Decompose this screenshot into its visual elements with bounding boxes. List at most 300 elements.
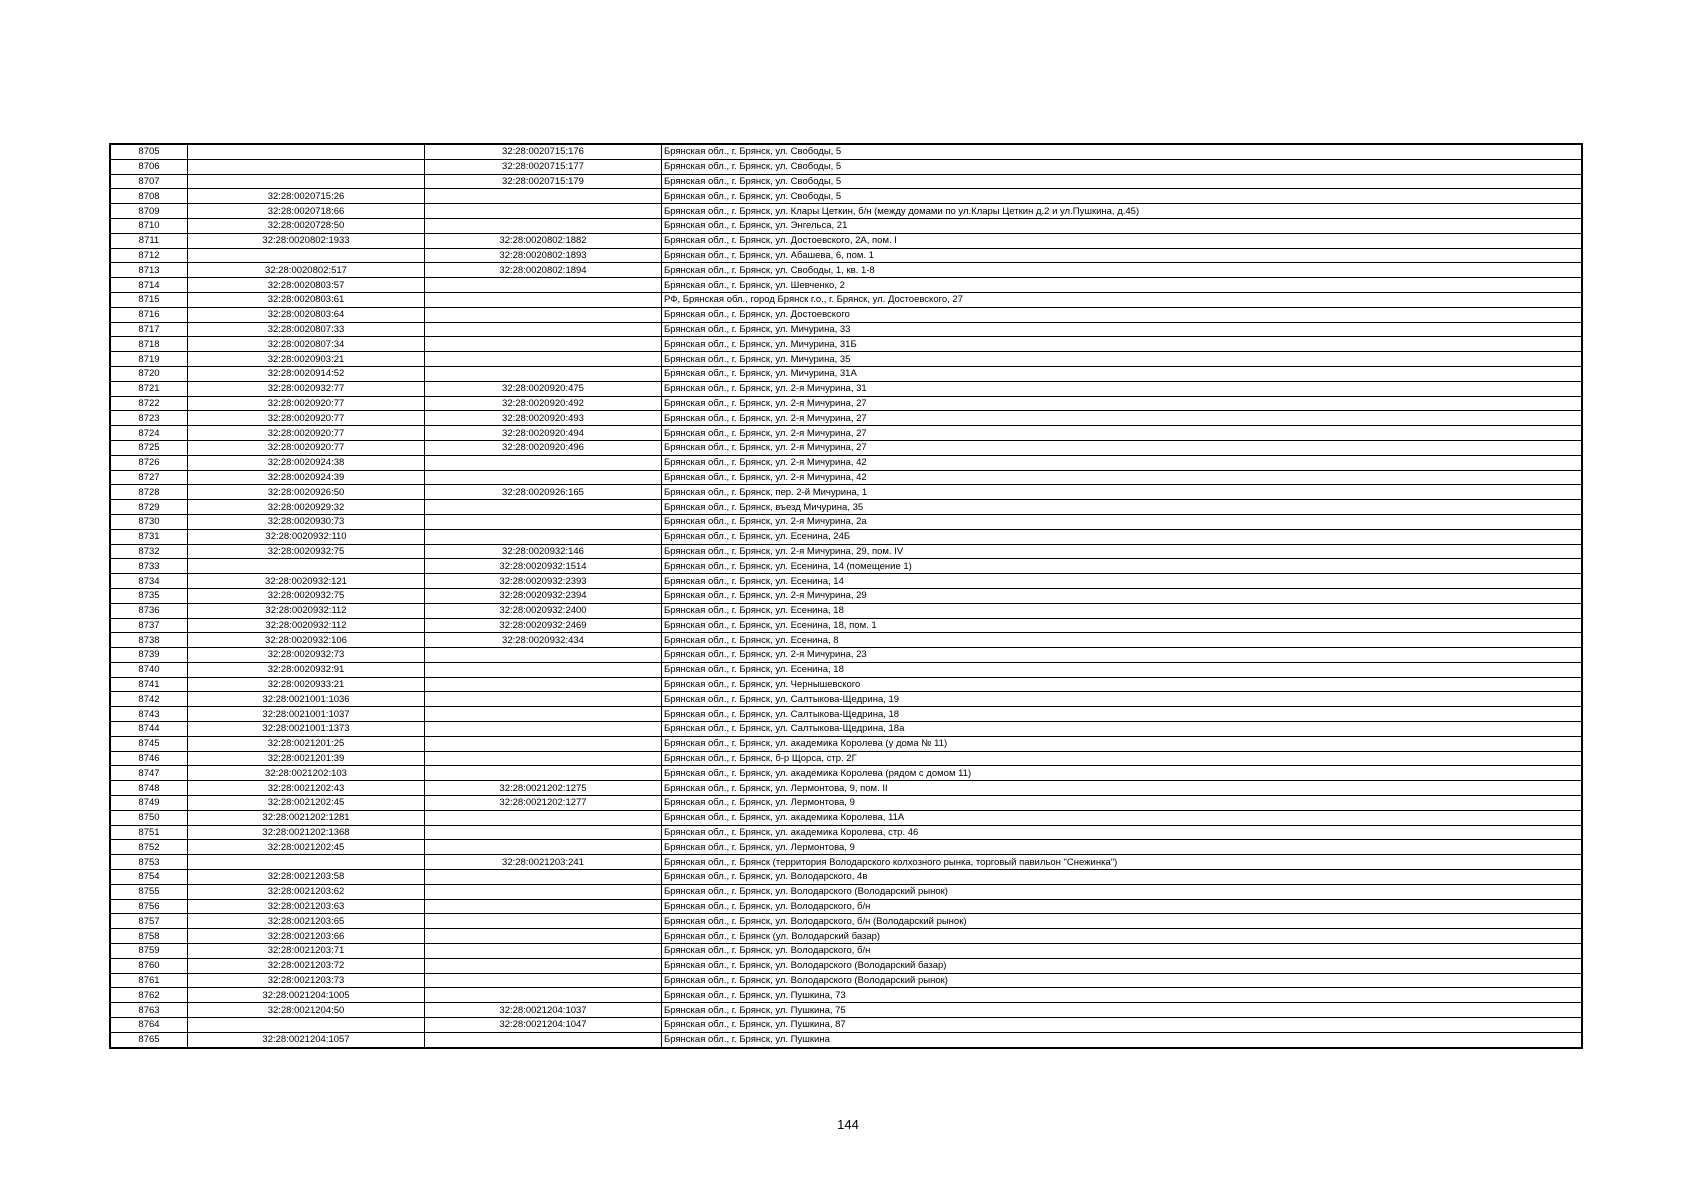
row-number: 8725	[110, 440, 188, 455]
table-row	[110, 884, 1582, 899]
cadastral-number-land: 32:28:0020802:517	[188, 263, 425, 278]
cadastral-number-land: 32:28:0021203:72	[188, 958, 425, 973]
table-row	[110, 366, 1582, 381]
table-row	[110, 648, 1582, 663]
cadastral-number-land: 32:28:0020926:50	[188, 485, 425, 500]
address: Брянская обл., г. Брянск, ул. 2-я Мичурина, 23	[662, 648, 1583, 663]
cadastral-number-object: 32:28:0020715:177	[425, 159, 662, 174]
address: Брянская обл., г. Брянск, ул. Есенина, 14 (помещение 1)	[662, 559, 1583, 574]
table-row	[110, 514, 1582, 529]
cadastral-number-object: 32:28:0020932:2400	[425, 603, 662, 618]
row-number: 8748	[110, 781, 188, 796]
cadastral-number-object	[425, 500, 662, 515]
row-number: 8731	[110, 529, 188, 544]
cadastral-number-object: 32:28:0021202:1277	[425, 796, 662, 811]
table-row	[110, 766, 1582, 781]
cadastral-number-land: 32:28:0021203:65	[188, 914, 425, 929]
cadastral-number-object: 32:28:0021204:1047	[425, 1018, 662, 1033]
row-number: 8747	[110, 766, 188, 781]
row-number: 8720	[110, 366, 188, 381]
cadastral-number-land: 32:28:0021001:1037	[188, 707, 425, 722]
cadastral-number-land: 32:28:0021201:39	[188, 751, 425, 766]
table-row	[110, 322, 1582, 337]
cadastral-number-object	[425, 988, 662, 1003]
cadastral-number-object	[425, 870, 662, 885]
page-number: 144	[837, 1117, 859, 1132]
cadastral-number-object	[425, 825, 662, 840]
cadastral-number-object: 32:28:0021204:1037	[425, 1003, 662, 1018]
cadastral-number-land: 32:28:0021203:66	[188, 929, 425, 944]
cadastral-number-land: 32:28:0020929:32	[188, 500, 425, 515]
row-number: 8738	[110, 633, 188, 648]
cadastral-number-land: 32:28:0021204:1057	[188, 1032, 425, 1047]
cadastral-number-object: 32:28:0020932:2469	[425, 618, 662, 633]
table-row	[110, 944, 1582, 959]
table-row	[110, 574, 1582, 589]
table-row	[110, 381, 1582, 396]
row-number: 8745	[110, 736, 188, 751]
cadastral-number-object	[425, 973, 662, 988]
row-number: 8744	[110, 722, 188, 737]
row-number: 8733	[110, 559, 188, 574]
row-number: 8717	[110, 322, 188, 337]
cadastral-number-land: 32:28:0020932:110	[188, 529, 425, 544]
cadastral-number-land: 32:28:0021202:45	[188, 840, 425, 855]
table-row	[110, 470, 1582, 485]
cadastral-number-object	[425, 292, 662, 307]
cadastral-number-object	[425, 810, 662, 825]
address: Брянская обл., г. Брянск (ул. Володарский базар)	[662, 929, 1583, 944]
address: Брянская обл., г. Брянск, ул. Лермонтова, 9, пом. II	[662, 781, 1583, 796]
cadastral-number-land: 32:28:0020807:33	[188, 322, 425, 337]
cadastral-number-land: 32:28:0020718:66	[188, 204, 425, 219]
cadastral-number-object	[425, 692, 662, 707]
cadastral-number-object	[425, 514, 662, 529]
row-number: 8714	[110, 278, 188, 293]
address: Брянская обл., г. Брянск, ул. Свободы, 5	[662, 159, 1583, 174]
row-number: 8728	[110, 485, 188, 500]
row-number: 8750	[110, 810, 188, 825]
row-number: 8756	[110, 899, 188, 914]
cadastral-number-object	[425, 662, 662, 677]
cadastral-number-land: 32:28:0020932:75	[188, 588, 425, 603]
cadastral-number-land: 32:28:0020802:1933	[188, 233, 425, 248]
table-row	[110, 559, 1582, 574]
address: Брянская обл., г. Брянск, ул. 2-я Мичурина, 29	[662, 588, 1583, 603]
table-row	[110, 855, 1582, 870]
cadastral-number-object	[425, 929, 662, 944]
address: Брянская обл., г. Брянск, ул. академика Королева, 11А	[662, 810, 1583, 825]
cadastral-number-object: 32:28:0020920:493	[425, 411, 662, 426]
row-number: 8722	[110, 396, 188, 411]
row-number: 8707	[110, 174, 188, 189]
cadastral-number-object: 32:28:0020802:1893	[425, 248, 662, 263]
table-row	[110, 455, 1582, 470]
address: Брянская обл., г. Брянск, ул. Шевченко, 2	[662, 278, 1583, 293]
cadastral-number-object	[425, 707, 662, 722]
address: Брянская обл., г. Брянск, ул. Мичурина, 33	[662, 322, 1583, 337]
cadastral-number-land: 32:28:0021202:45	[188, 796, 425, 811]
cadastral-number-object: 32:28:0020802:1882	[425, 233, 662, 248]
row-number: 8709	[110, 204, 188, 219]
address: Брянская обл., г. Брянск, ул. академика Королева, стр. 46	[662, 825, 1583, 840]
row-number: 8732	[110, 544, 188, 559]
cadastral-number-land: 32:28:0020932:121	[188, 574, 425, 589]
table-row	[110, 825, 1582, 840]
row-number: 8713	[110, 263, 188, 278]
address: Брянская обл., г. Брянск, ул. 2-я Мичурина, 42	[662, 455, 1583, 470]
row-number: 8746	[110, 751, 188, 766]
address: Брянская обл., г. Брянск, ул. Пушкина, 75	[662, 1003, 1583, 1018]
table-row	[110, 751, 1582, 766]
cadastral-number-object	[425, 884, 662, 899]
table-row	[110, 929, 1582, 944]
cadastral-number-object: 32:28:0020715:176	[425, 144, 662, 159]
row-number: 8727	[110, 470, 188, 485]
row-number: 8760	[110, 958, 188, 973]
row-number: 8761	[110, 973, 188, 988]
row-number: 8708	[110, 189, 188, 204]
row-number: 8752	[110, 840, 188, 855]
table-row	[110, 840, 1582, 855]
cadastral-number-land: 32:28:0021202:1368	[188, 825, 425, 840]
table-row	[110, 677, 1582, 692]
table-row	[110, 603, 1582, 618]
cadastral-number-object	[425, 899, 662, 914]
cadastral-number-object	[425, 307, 662, 322]
cadastral-number-land: 32:28:0021204:1005	[188, 988, 425, 1003]
address: Брянская обл., г. Брянск, ул. Свободы, 5	[662, 174, 1583, 189]
cadastral-number-land	[188, 1018, 425, 1033]
table-row	[110, 633, 1582, 648]
cadastral-number-land: 32:28:0020728:50	[188, 218, 425, 233]
address: Брянская обл., г. Брянск, въезд Мичурина, 35	[662, 500, 1583, 515]
cadastral-number-land: 32:28:0020924:39	[188, 470, 425, 485]
table-row	[110, 662, 1582, 677]
cadastral-number-land: 32:28:0020920:77	[188, 396, 425, 411]
address: Брянская обл., г. Брянск, ул. Есенина, 18	[662, 603, 1583, 618]
cadastral-number-object: 32:28:0021202:1275	[425, 781, 662, 796]
address: Брянская обл., г. Брянск, ул. Свободы, 1, кв. 1-8	[662, 263, 1583, 278]
cadastral-number-object	[425, 189, 662, 204]
address: Брянская обл., г. Брянск, ул. Салтыкова-Щедрина, 19	[662, 692, 1583, 707]
address: Брянская обл., г. Брянск, ул. Есенина, 18, пом. 1	[662, 618, 1583, 633]
address: Брянская обл., г. Брянск, б-р Щорса, стр. 2Г	[662, 751, 1583, 766]
cadastral-number-land: 32:28:0021202:1281	[188, 810, 425, 825]
cadastral-number-land	[188, 248, 425, 263]
row-number: 8742	[110, 692, 188, 707]
address: Брянская обл., г. Брянск, ул. Есенина, 24Б	[662, 529, 1583, 544]
table-row	[110, 204, 1582, 219]
cadastral-number-land: 32:28:0020932:91	[188, 662, 425, 677]
cadastral-number-object: 32:28:0020932:146	[425, 544, 662, 559]
registry-table-body	[110, 144, 1582, 1048]
cadastral-number-land: 32:28:0021202:103	[188, 766, 425, 781]
cadastral-number-object: 32:28:0020932:1514	[425, 559, 662, 574]
table-row	[110, 618, 1582, 633]
cadastral-number-land: 32:28:0020932:106	[188, 633, 425, 648]
cadastral-number-land	[188, 159, 425, 174]
cadastral-number-object	[425, 204, 662, 219]
table-row	[110, 485, 1582, 500]
cadastral-number-land: 32:28:0021203:63	[188, 899, 425, 914]
address: Брянская обл., г. Брянск, ул. Лермонтова, 9	[662, 796, 1583, 811]
address: Брянская обл., г. Брянск, ул. Володарского, б/н (Володарский рынок)	[662, 914, 1583, 929]
address: Брянская обл., г. Брянск, ул. 2-я Мичурина, 27	[662, 440, 1583, 455]
cadastral-number-land: 32:28:0020914:52	[188, 366, 425, 381]
address: Брянская обл., г. Брянск, ул. Свободы, 5	[662, 144, 1583, 159]
row-number: 8726	[110, 455, 188, 470]
table-row	[110, 988, 1582, 1003]
table-row	[110, 396, 1582, 411]
row-number: 8735	[110, 588, 188, 603]
cadastral-number-object	[425, 648, 662, 663]
row-number: 8739	[110, 648, 188, 663]
address: Брянская обл., г. Брянск, ул. Салтыкова-Щедрина, 18а	[662, 722, 1583, 737]
table-row	[110, 500, 1582, 515]
cadastral-number-land: 32:28:0020932:75	[188, 544, 425, 559]
cadastral-number-object	[425, 722, 662, 737]
address: Брянская обл., г. Брянск, ул. Энгельса, 21	[662, 218, 1583, 233]
table-row	[110, 174, 1582, 189]
cadastral-number-land: 32:28:0021001:1036	[188, 692, 425, 707]
table-row	[110, 544, 1582, 559]
table-row	[110, 144, 1582, 159]
address: Брянская обл., г. Брянск, ул. Мичурина, 31Б	[662, 337, 1583, 352]
address: Брянская обл., г. Брянск, ул. Пушкина	[662, 1032, 1583, 1047]
address: Брянская обл., г. Брянск, ул. Мичурина, 35	[662, 352, 1583, 367]
row-number: 8719	[110, 352, 188, 367]
table-row	[110, 796, 1582, 811]
address: Брянская обл., г. Брянск, ул. Лермонтова, 9	[662, 840, 1583, 855]
table-row	[110, 692, 1582, 707]
cadastral-number-object	[425, 218, 662, 233]
row-number: 8763	[110, 1003, 188, 1018]
cadastral-number-object	[425, 1032, 662, 1047]
cadastral-number-land: 32:28:0020807:34	[188, 337, 425, 352]
row-number: 8764	[110, 1018, 188, 1033]
row-number: 8743	[110, 707, 188, 722]
address: Брянская обл., г. Брянск, ул. Володарского (Володарский рынок)	[662, 884, 1583, 899]
table-row	[110, 159, 1582, 174]
cadastral-number-object	[425, 958, 662, 973]
cadastral-number-land: 32:28:0021203:71	[188, 944, 425, 959]
table-row	[110, 736, 1582, 751]
row-number: 8749	[110, 796, 188, 811]
address: Брянская обл., г. Брянск, ул. Мичурина, 31А	[662, 366, 1583, 381]
address: Брянская обл., г. Брянск, ул. Володарского (Володарский рынок)	[662, 973, 1583, 988]
address: Брянская обл., г. Брянск, ул. 2-я Мичурина, 27	[662, 396, 1583, 411]
row-number: 8737	[110, 618, 188, 633]
cadastral-number-land: 32:28:0021203:62	[188, 884, 425, 899]
cadastral-number-object	[425, 366, 662, 381]
address: Брянская обл., г. Брянск, ул. 2-я Мичурина, 27	[662, 411, 1583, 426]
cadastral-number-object	[425, 529, 662, 544]
address: Брянская обл., г. Брянск, ул. Салтыкова-Щедрина, 18	[662, 707, 1583, 722]
row-number: 8751	[110, 825, 188, 840]
cadastral-number-land: 32:28:0021203:73	[188, 973, 425, 988]
row-number: 8729	[110, 500, 188, 515]
cadastral-number-object: 32:28:0020926:165	[425, 485, 662, 500]
row-number: 8730	[110, 514, 188, 529]
cadastral-number-land: 32:28:0020920:77	[188, 440, 425, 455]
table-row	[110, 337, 1582, 352]
address: Брянская обл., г. Брянск, ул. 2-я Мичурина, 42	[662, 470, 1583, 485]
address: Брянская обл., г. Брянск, ул. Володарского (Володарский базар)	[662, 958, 1583, 973]
cadastral-number-land: 32:28:0021201:25	[188, 736, 425, 751]
cadastral-number-object	[425, 751, 662, 766]
cadastral-number-land: 32:28:0021001:1373	[188, 722, 425, 737]
table-row	[110, 248, 1582, 263]
cadastral-number-object: 32:28:0021203:241	[425, 855, 662, 870]
address: РФ, Брянская обл., город Брянск г.о., г. Брянск, ул. Достоевского, 27	[662, 292, 1583, 307]
cadastral-number-land: 32:28:0021202:43	[188, 781, 425, 796]
address: Брянская обл., г. Брянск, ул. 2-я Мичурина, 27	[662, 426, 1583, 441]
address: Брянская обл., г. Брянск, ул. Есенина, 18	[662, 662, 1583, 677]
cadastral-number-object: 32:28:0020920:494	[425, 426, 662, 441]
address: Брянская обл., г. Брянск, ул. Чернышевского	[662, 677, 1583, 692]
table-row	[110, 1018, 1582, 1033]
cadastral-number-object: 32:28:0020802:1894	[425, 263, 662, 278]
row-number: 8711	[110, 233, 188, 248]
cadastral-number-land: 32:28:0020933:21	[188, 677, 425, 692]
address: Брянская обл., г. Брянск, ул. Володарского, б/н	[662, 944, 1583, 959]
cadastral-number-land: 32:28:0021203:58	[188, 870, 425, 885]
cadastral-number-object	[425, 352, 662, 367]
address: Брянская обл., г. Брянск, ул. Володарского, б/н	[662, 899, 1583, 914]
row-number: 8765	[110, 1032, 188, 1047]
registry-table	[109, 143, 1583, 1049]
cadastral-number-object	[425, 337, 662, 352]
row-number: 8718	[110, 337, 188, 352]
table-row	[110, 426, 1582, 441]
row-number: 8723	[110, 411, 188, 426]
row-number: 8710	[110, 218, 188, 233]
row-number: 8721	[110, 381, 188, 396]
cadastral-number-land: 32:28:0020932:112	[188, 618, 425, 633]
address: Брянская обл., г. Брянск, пер. 2-й Мичурина, 1	[662, 485, 1583, 500]
row-number: 8715	[110, 292, 188, 307]
table-row	[110, 440, 1582, 455]
cadastral-number-land: 32:28:0020932:112	[188, 603, 425, 618]
table-row	[110, 218, 1582, 233]
address: Брянская обл., г. Брянск, ул. Пушкина, 73	[662, 988, 1583, 1003]
table-row	[110, 1003, 1582, 1018]
table-row	[110, 722, 1582, 737]
row-number: 8753	[110, 855, 188, 870]
cadastral-number-land	[188, 174, 425, 189]
cadastral-number-land: 32:28:0021204:50	[188, 1003, 425, 1018]
cadastral-number-land: 32:28:0020930:73	[188, 514, 425, 529]
address: Брянская обл., г. Брянск (территория Володарского колхозного рынка, торговый павильон "Снежинка")	[662, 855, 1583, 870]
address: Брянская обл., г. Брянск, ул. Пушкина, 87	[662, 1018, 1583, 1033]
cadastral-number-object: 32:28:0020920:475	[425, 381, 662, 396]
table-row	[110, 411, 1582, 426]
row-number: 8716	[110, 307, 188, 322]
cadastral-number-land: 32:28:0020920:77	[188, 426, 425, 441]
table-row	[110, 263, 1582, 278]
cadastral-number-land: 32:28:0020932:77	[188, 381, 425, 396]
row-number: 8754	[110, 870, 188, 885]
cadastral-number-object	[425, 278, 662, 293]
row-number: 8759	[110, 944, 188, 959]
cadastral-number-land: 32:28:0020924:38	[188, 455, 425, 470]
table-row	[110, 307, 1582, 322]
cadastral-number-land: 32:28:0020803:57	[188, 278, 425, 293]
cadastral-number-object	[425, 322, 662, 337]
cadastral-number-land	[188, 559, 425, 574]
cadastral-number-land	[188, 144, 425, 159]
table-row	[110, 352, 1582, 367]
table-row	[110, 958, 1582, 973]
cadastral-number-object: 32:28:0020920:492	[425, 396, 662, 411]
table-row	[110, 278, 1582, 293]
table-row	[110, 973, 1582, 988]
address: Брянская обл., г. Брянск, ул. Клары Цеткин, б/н (между домами по ул.Клары Цеткин д.2 и ул.Пушкина, д.45)	[662, 204, 1583, 219]
address: Брянская обл., г. Брянск, ул. 2-я Мичурина, 29, пом. IV	[662, 544, 1583, 559]
row-number: 8755	[110, 884, 188, 899]
cadastral-number-object: 32:28:0020932:2394	[425, 588, 662, 603]
cadastral-number-land	[188, 855, 425, 870]
row-number: 8712	[110, 248, 188, 263]
address: Брянская обл., г. Брянск, ул. Абашева, 6, пом. 1	[662, 248, 1583, 263]
address: Брянская обл., г. Брянск, ул. академика Королева (у дома № 11)	[662, 736, 1583, 751]
cadastral-number-land: 32:28:0020932:73	[188, 648, 425, 663]
cadastral-number-object: 32:28:0020715:179	[425, 174, 662, 189]
cadastral-number-object	[425, 736, 662, 751]
cadastral-number-object: 32:28:0020932:2393	[425, 574, 662, 589]
table-row	[110, 870, 1582, 885]
cadastral-number-object	[425, 914, 662, 929]
address: Брянская обл., г. Брянск, ул. Есенина, 8	[662, 633, 1583, 648]
table-row	[110, 781, 1582, 796]
row-number: 8734	[110, 574, 188, 589]
table-row	[110, 914, 1582, 929]
address: Брянская обл., г. Брянск, ул. Свободы, 5	[662, 189, 1583, 204]
row-number: 8724	[110, 426, 188, 441]
table-row	[110, 707, 1582, 722]
table-row	[110, 529, 1582, 544]
table-row	[110, 189, 1582, 204]
cadastral-number-object: 32:28:0020920:496	[425, 440, 662, 455]
row-number: 8741	[110, 677, 188, 692]
row-number: 8705	[110, 144, 188, 159]
cadastral-number-land: 32:28:0020903:21	[188, 352, 425, 367]
cadastral-number-object	[425, 766, 662, 781]
address: Брянская обл., г. Брянск, ул. 2-я Мичурина, 2а	[662, 514, 1583, 529]
address: Брянская обл., г. Брянск, ул. Володарского, 4в	[662, 870, 1583, 885]
table-row	[110, 1032, 1582, 1047]
table-row	[110, 810, 1582, 825]
table-row	[110, 233, 1582, 248]
cadastral-number-land: 32:28:0020803:64	[188, 307, 425, 322]
address: Брянская обл., г. Брянск, ул. Достоевского, 2А, пом. I	[662, 233, 1583, 248]
address: Брянская обл., г. Брянск, ул. академика Королева (рядом с домом 11)	[662, 766, 1583, 781]
row-number: 8736	[110, 603, 188, 618]
cadastral-number-land: 32:28:0020715:26	[188, 189, 425, 204]
cadastral-number-land: 32:28:0020920:77	[188, 411, 425, 426]
row-number: 8758	[110, 929, 188, 944]
address: Брянская обл., г. Брянск, ул. Есенина, 14	[662, 574, 1583, 589]
row-number: 8757	[110, 914, 188, 929]
address: Брянская обл., г. Брянск, ул. 2-я Мичурина, 31	[662, 381, 1583, 396]
cadastral-number-object: 32:28:0020932:434	[425, 633, 662, 648]
row-number: 8762	[110, 988, 188, 1003]
cadastral-number-land: 32:28:0020803:61	[188, 292, 425, 307]
cadastral-number-object	[425, 944, 662, 959]
row-number: 8740	[110, 662, 188, 677]
table-row	[110, 899, 1582, 914]
